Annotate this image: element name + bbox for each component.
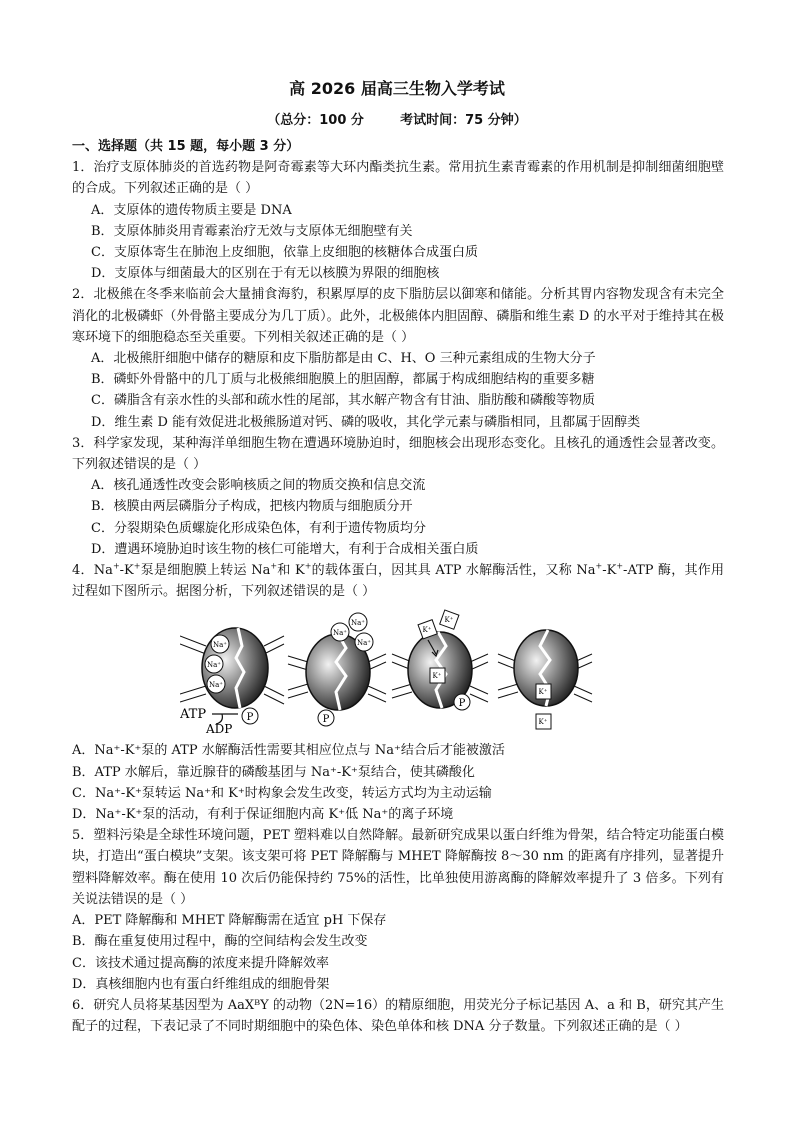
k-ion-label: K⁺ [444,616,454,625]
na-ion-label: Na⁺ [333,629,347,638]
q4-sup-f: + [616,561,624,571]
q4-text-a: 4．Na [72,563,113,579]
question-3-stem: 3．科学家发现，某种海洋单细胞生物在遭遇环境胁迫时，细胞核会出现形态变化。且核孔的通透性会显著改变。下列叙述错误的是（ ） [72,435,724,473]
q4-sup-b: + [133,561,141,571]
question-5-option-c: C．该技术通过提高酶的浓度来提升降解效率 [72,955,329,971]
pump-stage-4 [498,630,592,729]
question-4-option-d: D．Na⁺-K⁺泵的活动，有利于保证细胞内高 K⁺低 Na⁺的离子环境 [72,807,454,823]
q4-sup-e: + [595,561,603,571]
na-ion-label: Na⁺ [351,619,365,628]
question-2-option-d: D．维生素 D 能有效促进北极熊肠道对钙、磷的吸收，其化学元素与磷脂相同，且都属于固醇类 [91,414,641,430]
phosphate-label: P [246,712,254,724]
k-ion-label: K⁺ [538,718,548,727]
question-5-option-d: D．真核细胞内也有蛋白纤维组成的细胞骨架 [72,976,330,992]
pump-stage-2 [288,613,386,726]
question-list [72,136,724,1037]
section-heading: 一、选择题（共 15 题，每小题 3 分） [72,139,300,154]
question-1-option-b: B．支原体肺炎用青霉素治疗无效与支原体无细胞壁有关 [91,223,413,239]
question-4-option-b: B．ATP 水解后，靠近腺苷的磷酸基团与 Na⁺-K⁺泵结合，使其磷酸化 [72,764,475,780]
exam-title: 高 2026 届高三生物入学考试 [289,79,505,98]
question-5-option-b: B．酶在重复使用过程中，酶的空间结构会发生改变 [72,934,368,950]
pump-stage-3 [392,610,488,710]
question-3-option-d: D．遭遇环境胁迫时该生物的核仁可能增大，有利于合成相关蛋白质 [91,541,479,557]
na-k-pump-diagram [180,606,660,738]
k-ion-label: K⁺ [432,672,442,681]
k-ion-label: K⁺ [422,626,432,635]
na-ion-label: Na⁺ [209,681,223,690]
k-ion-label: K⁺ [538,688,548,697]
question-4-stem [72,560,724,602]
na-k-pump-figure [72,606,724,738]
q4-text-e: 的载体蛋白，因其具 ATP 水解酶活性，又称 Na [311,563,596,579]
question-2-option-c: C．磷脂含有亲水性的头部和疏水性的尾部，其水解产物含有甘油、脂肪酸和磷酸等物质 [91,393,595,409]
question-4-option-c: C．Na⁺-K⁺泵转运 Na⁺和 K⁺时构象会发生改变，转运方式均为主动运输 [72,785,492,801]
pump-stage-1 [180,628,284,736]
q4-text-g: -ATP 酶，其作用过程如下图所示。据图分析，下列叙述错误的是（ ） [72,563,724,600]
question-1-option-d: D．支原体与细菌最大的区别在于有无以核膜为界限的细胞核 [91,266,440,282]
q4-text-b: -K [119,563,134,579]
question-2-option-b: B．磷虾外骨骼中的几丁质与北极熊细胞膜上的胆固醇，都属于构成细胞结构的重要多糖 [91,372,595,388]
atp-label: ATP [180,707,207,723]
na-ion-label: Na⁺ [357,639,371,648]
na-ion-label: Na⁺ [207,661,221,670]
phosphate-label: P [458,698,466,710]
question-6-stem: 6．研究人员将某基因型为 AaXᴮY 的动物（2N=16）的精原细胞，用荧光分子标记基因 A、a 和 B，研究其产生配子的过程，下表记录了不同时期细胞中的染色体、染色单体和核 DNA 分子数量。下列叙述正确的是（ ） [72,997,724,1035]
q4-text-c: 泵是细胞膜上转运 Na [140,563,271,579]
q4-sup-c: + [270,561,278,571]
q4-text-d: 和 K [277,563,305,579]
adp-label: ADP [206,722,233,737]
question-2-stem: 2．北极熊在冬季来临前会大量捕食海豹，积累厚厚的皮下脂肪层以御寒和储能。分析其胃内容物发现含有未完全消化的北极磷虾（外骨骼主要成分为几丁质）。此外，北极熊体内胆固醇、磷脂和维生素 D 的水平对于维持其在极寒环境下的细胞稳态至关重要。下列相关叙述正确的是（ ） [72,287,724,345]
q4-sup-a: + [112,561,120,571]
question-3-option-c: C．分裂期染色质螺旋化形成染色体，有利于遗传物质均分 [91,520,426,536]
q4-text-f: -K [602,563,617,579]
question-5-option-a: A．PET 降解酶和 MHET 降解酶需在适宜 pH 下保存 [72,913,387,929]
question-1-option-c: C．支原体寄生在肺泡上皮细胞，依靠上皮细胞的核糖体合成蛋白质 [91,245,478,261]
question-5-stem: 5．塑料污染是全球性环境问题，PET 塑料难以自然降解。最新研究成果以蛋白纤维为骨架，结合特定功能蛋白模块，打造出“蛋白模块”支架。该支架可将 PET 降解酶与 MHET 降解酶按 8～30 nm 的距离有序排列，显著提升塑料降解效率。酶在使用 10 次后仍能保持约 75%的活性，比单独使用游离酶的降解效率提升了 3 倍多。下列有关说法错误的是（ ） [72,828,724,907]
question-4-option-a: A．Na⁺-K⁺泵的 ATP 水解酶活性需要其相应位点与 Na⁺结合后才能被激活 [72,743,505,759]
exam-subtitle: （总分：100 分 考试时间：75 分钟） [267,113,527,128]
q4-sup-d: + [304,561,312,571]
question-3-option-a: A．核孔通透性改变会影响核质之间的物质交换和信息交流 [91,478,426,494]
phosphate-label: P [322,714,330,726]
question-1-stem: 1．治疗支原体肺炎的首选药物是阿奇霉素等大环内酯类抗生素。常用抗生素青霉素的作用机制是抑制细菌细胞壁的合成。下列叙述正确的是（ ） [72,160,724,197]
question-1-option-a: A．支原体的遗传物质主要是 DNA [91,202,292,218]
question-3-option-b: B．核膜由两层磷脂分子构成，把核内物质与细胞质分开 [91,499,413,515]
na-ion-label: Na⁺ [213,641,227,650]
question-2-option-a: A．北极熊肝细胞中储存的糖原和皮下脂肪都是由 C、H、O 三种元素组成的生物大分子 [91,351,596,367]
